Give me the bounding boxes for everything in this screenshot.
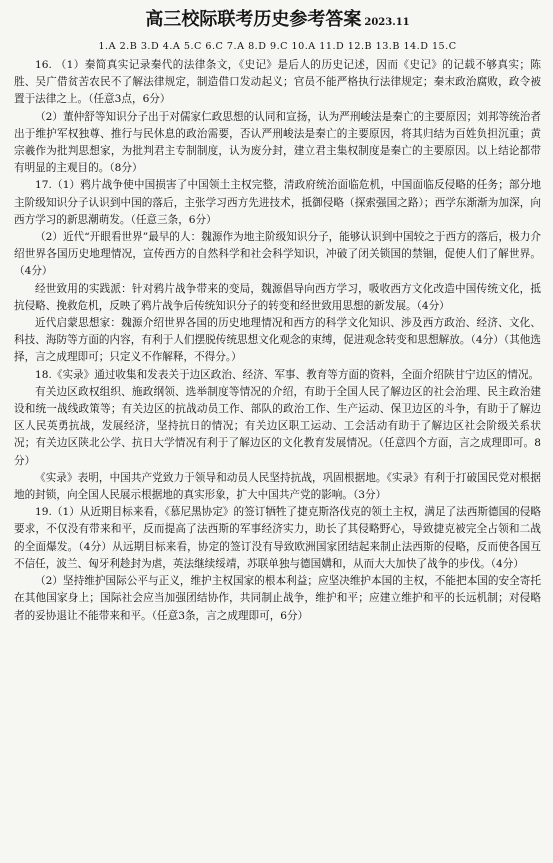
- document-title: [14, 8, 541, 35]
- q19-part2: （2）坚持维护国际公平与正义，维护主权国家的根本利益；应坚决维护本国的主权，不能把本国的安全寄托在其他国家身上；国际社会应当加强团结协作，共同制止战争，维护和平；应建立维护和平的长远机制；对侵略者的妥协退让不能带来和平。（任意3条，言之成理即可，6分）: [14, 575, 541, 622]
- title-text: 高三校际联考历史参考答案: [145, 9, 362, 30]
- title-date: 2023.11: [364, 17, 410, 28]
- multiple-choice-answer-key: 1.A 2.B 3.D 4.A 5.C 6.C 7.A 8.D 9.C 10.A 11.D 12.B 13.B 14.D 15.C: [98, 41, 457, 52]
- q16-part2: （2）董仲舒等知识分子出于对儒家仁政思想的认同和宣扬，认为严刑峻法是秦亡的主要原因；刘邦等统治者出于维护军权独尊、推行与民休息的政治需要，否认严刑峻法是秦亡的主要原因，将其归结为百姓负担沉重；黄宗羲作为批判思想家，为批判君主专制制度，认为废分封，建立君主集权制度是秦亡的主要原因。以上结论都带有明显的主观目的。（8分）: [14, 110, 541, 175]
- q18-details: 有关边区政权组织、施政纲领、选举制度等情况的介绍，有助于全国人民了解边区的社会治理、民主政治建设和统一战线政策等；有关边区的抗战动员工作、部队的政治工作、生产运动、保卫边区的斗争，有助于了解边区人民英勇抗战，发展经济，坚持抗日的情况；有关边区职工运动、工会活动有助于了解边区社会阶级关系状况；有关边区陕北公学、抗日大学情况有利于了解边区的文化教育发展情况。（任意四个方面，言之成理即可。8分）: [14, 385, 541, 467]
- q16-part1: 16. （1）秦简真实记录秦代的法律条文，《史记》是后人的历史记述，因而《史记》的记载不够真实；陈胜、吴广借贫苦农民不了解法律规定，制造借口发动起义；官员不能严格执行法律规定；秦末政治腐败，政令被置于法律之上。（任意3点，6分）: [14, 59, 541, 106]
- q19-part1: 19.（1）从近期目标来看，《慕尼黑协定》的签订牺牲了捷克斯洛伐克的领土主权，满足了法西斯德国的侵略要求，不仅没有带来和平，反而提高了法西斯的军事经济实力，助长了其侵略野心，导致捷克被完全占领和二战的全面爆发。（4分）从远期目标来看，协定的签订没有导致欧洲国家团结起来制止法西斯的侵略，反而使各国互不信任，波兰、匈牙利趁封为虐，英法继续绥靖，苏联单独与德国媾和，从而大大加快了战争的步伐。（4分）: [14, 506, 541, 570]
- q18-intro: 18.《实录》通过收集和发表关于边区政治、经济、军事、教育等方面的资料，全面介绍陕甘宁边区的情况。: [35, 368, 540, 381]
- q17-part1: 17.（1）鸦片战争使中国损害了中国领土主权完整，清政府统治面临危机，中国面临反侵略的任务；部分地主阶级知识分子认识到中国的落后，主张学习西方先进技术，抵御侵略（探索强国之路）；西学东渐渐为加深，向西方学习的新思潮萌发。（任意三条，6分）: [14, 179, 541, 226]
- q18-significance: 《实录》表明，中国共产党致力于领导和动员人民坚持抗战，巩固根据地。《实录》有利于打破国民党对根据地的封锁，向全国人民展示根据地的真实形象，扩大中国共产党的影响。（3分）: [14, 471, 541, 502]
- q17-part2-enlightenment: 近代启蒙思想家：魏源介绍世界各国的历史地理情况和西方的科学文化知识、涉及西方政治、经济、文化、科技、海防等方面的内容，有利于人们摆脱传统思想文化观念的束缚，促进观念转变和思想解放。（4分）（其他选择，言之成理即可；只定义不作解释，不得分。）: [14, 317, 541, 364]
- q17-part2-intro: （2）近代“开眼看世界”最早的人：魏源作为地主阶级知识分子，能够认识到中国较之于西方的落后，极力介绍世界各国历史地理情况，宣传西方的自然科学和社会科学知识，冲破了闭关锁国的禁锢，促使人们了解世界。（4分）: [14, 231, 541, 278]
- q17-part2-practice: 经世致用的实践派：针对鸦片战争带来的变局，魏源倡导向西方学习，吸收西方文化改造中国传统文化，抵抗侵略、挽救危机，反映了鸦片战争后传统知识分子的转变和经世致用思想的新发展。（4分）: [14, 282, 541, 312]
